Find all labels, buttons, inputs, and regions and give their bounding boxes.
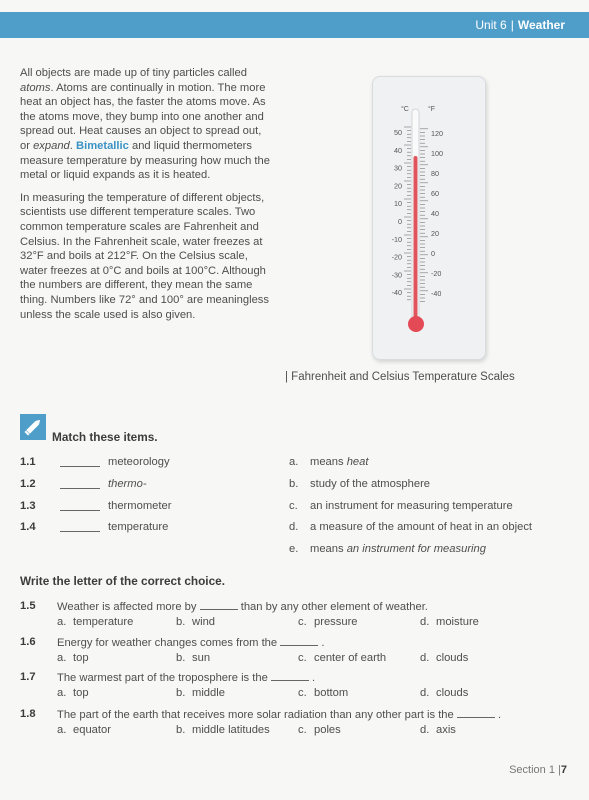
option-text: bottom <box>314 687 349 699</box>
celsius-label: -40 <box>391 288 402 298</box>
answer-blank[interactable] <box>60 478 100 489</box>
question-number: 1.5 <box>20 600 36 612</box>
choice-option <box>176 652 210 664</box>
match-section-title: Match these items. <box>52 430 158 444</box>
answer-blank[interactable] <box>60 500 100 511</box>
choice-option <box>298 687 348 699</box>
match-item-number: 1.2 <box>20 478 36 490</box>
question-stem: The part of the earth that receives more solar radiation than any other part is the <box>57 709 457 721</box>
question-stem: Weather is affected more by <box>57 601 200 613</box>
fahrenheit-label: -20 <box>431 269 442 278</box>
answer-blank[interactable] <box>60 521 100 532</box>
match-item-term: thermometer <box>108 500 172 512</box>
match-answer-option <box>289 543 486 555</box>
celsius-label: 0 <box>398 217 402 226</box>
celsius-label: 30 <box>394 163 402 173</box>
celsius-label: -30 <box>391 270 402 280</box>
fahrenheit-label: 60 <box>431 189 439 198</box>
option-text: poles <box>314 724 341 736</box>
match-item-term: temperature <box>108 521 169 533</box>
option-emphasis: an instrument for measuring <box>346 543 486 555</box>
option-letter: b. <box>289 478 299 490</box>
option-letter: b. <box>176 724 186 736</box>
question-stem: Energy for weather changes comes from the <box>57 637 281 649</box>
fahrenheit-label: 0 <box>431 249 435 258</box>
fahrenheit-label: 20 <box>431 229 439 238</box>
fahrenheit-unit: °F <box>428 106 436 113</box>
choice-option <box>420 687 468 699</box>
celsius-scale-labels <box>392 128 402 297</box>
fahrenheit-label: 100 <box>431 149 443 158</box>
match-answer-option <box>289 500 513 512</box>
unit-title: Weather <box>517 18 565 32</box>
page-footer <box>509 764 567 776</box>
option-text: middle <box>192 687 225 699</box>
celsius-unit: °C <box>401 106 409 113</box>
celsius-label: 20 <box>394 181 402 191</box>
match-item-number: 1.1 <box>20 456 36 468</box>
fahrenheit-label: 80 <box>431 169 439 178</box>
question-text <box>57 600 428 613</box>
option-text: an instrument for measuring temperature <box>310 500 513 512</box>
option-text: equator <box>73 724 111 736</box>
choice-option <box>298 724 341 736</box>
p1-text-1: All objects are made up of tiny particles called <box>20 67 247 79</box>
option-text: axis <box>436 724 456 736</box>
option-letter: e. <box>289 543 299 555</box>
option-letter: d. <box>420 652 430 664</box>
question-stem-end: . <box>308 672 316 684</box>
choice-section-title: Write the letter of the correct choice. <box>20 574 225 588</box>
match-item-term: thermo- <box>108 478 147 490</box>
choice-option <box>57 652 89 664</box>
thermometer-illustration <box>372 76 486 360</box>
option-letter: a. <box>57 687 67 699</box>
question-stem-end: than by any other element of weather. <box>237 601 428 613</box>
page-number: 7 <box>560 764 567 776</box>
choice-option <box>57 724 111 736</box>
option-text: study of the atmosphere <box>310 478 431 490</box>
option-letter: c. <box>298 652 307 664</box>
question-stem-end: . <box>318 637 325 649</box>
choice-option <box>176 724 270 736</box>
option-letter: a. <box>57 724 67 736</box>
option-text: clouds <box>436 687 469 699</box>
header-separator: | <box>510 18 514 32</box>
option-letter: d. <box>420 724 430 736</box>
thermometer-svg <box>373 77 485 359</box>
unit-number: Unit 6 <box>475 18 507 32</box>
option-text: means <box>310 456 347 468</box>
question-text <box>57 671 315 684</box>
intro-text <box>20 66 272 330</box>
option-text: moisture <box>436 616 479 628</box>
celsius-label: -20 <box>391 252 402 262</box>
option-text: means <box>310 543 347 555</box>
option-letter: c. <box>298 687 307 699</box>
option-letter: b. <box>176 652 186 664</box>
question-number: 1.8 <box>20 708 36 720</box>
option-letter: d. <box>420 687 430 699</box>
option-text: top <box>73 687 89 699</box>
choice-option <box>176 616 215 628</box>
option-text: top <box>73 652 89 664</box>
option-text: middle latitudes <box>192 724 270 736</box>
option-letter: b. <box>176 687 186 699</box>
celsius-label: 40 <box>394 145 402 155</box>
unit-header-bar <box>0 12 589 38</box>
celsius-label: -10 <box>391 234 402 244</box>
fahrenheit-label: -40 <box>431 289 442 298</box>
choice-option <box>57 616 133 628</box>
question-number: 1.7 <box>20 671 36 683</box>
p1-text-2: . Atoms are continually in motion. The more heat an object has, the faster the atoms move. As the atoms move, they bump into one another and spread out. Heat causes an object to spread out, or <box>20 81 266 152</box>
term-atoms: atoms <box>20 81 51 94</box>
answer-blank[interactable] <box>60 456 100 467</box>
footer-separator: | <box>558 764 561 776</box>
match-answer-option <box>289 456 368 468</box>
thermometer-bulb <box>408 316 424 332</box>
fahrenheit-scale-labels <box>431 129 443 298</box>
answer-blank[interactable] <box>200 600 238 610</box>
intro-paragraph-1 <box>20 66 272 183</box>
option-letter: d. <box>289 521 299 533</box>
option-text: clouds <box>436 652 469 664</box>
option-letter: a. <box>57 652 67 664</box>
fahrenheit-label: 40 <box>431 209 439 218</box>
option-text: temperature <box>73 616 134 628</box>
choice-option <box>57 687 89 699</box>
unit-header <box>475 18 565 32</box>
choice-option <box>420 724 456 736</box>
choice-option <box>420 616 479 628</box>
choice-option <box>298 652 386 664</box>
question-text <box>57 708 501 721</box>
option-text: sun <box>192 652 211 664</box>
option-letter: c. <box>298 616 307 628</box>
option-letter: c. <box>289 500 298 512</box>
option-letter: d. <box>420 616 430 628</box>
choice-option <box>298 616 358 628</box>
option-letter: a. <box>57 616 67 628</box>
fahrenheit-label: 120 <box>431 129 443 138</box>
question-text <box>57 636 324 649</box>
option-text: pressure <box>314 616 358 628</box>
term-expand: expand <box>33 139 70 152</box>
question-stem: The warmest part of the troposphere is the <box>57 672 271 684</box>
match-item-number: 1.3 <box>20 500 36 512</box>
question-number: 1.6 <box>20 636 36 648</box>
choice-option <box>420 652 468 664</box>
answer-blank[interactable] <box>457 708 495 718</box>
match-answer-option <box>289 521 532 533</box>
option-letter: c. <box>298 724 307 736</box>
celsius-label: 10 <box>394 199 402 209</box>
answer-blank[interactable] <box>280 636 318 646</box>
answer-blank[interactable] <box>271 671 309 681</box>
celsius-label: 50 <box>394 128 402 137</box>
footer-section: Section 1 <box>509 764 555 776</box>
figure-caption: | Fahrenheit and Celsius Temperature Scales <box>285 371 515 383</box>
option-text: wind <box>192 616 216 628</box>
thermometer-liquid <box>414 156 418 324</box>
question-stem-end: . <box>494 709 502 721</box>
choice-option <box>176 687 225 699</box>
p1-text-3: . <box>69 139 76 152</box>
intro-paragraph-2: In measuring the temperature of different objects, scientists use different temperature scales. Two common temperature scales are Fahrenheit and Celsius. In the Fahrenheit scale, water freezes at 32°F and boils at 212°F. On the Celsius scale, water freezes at 0°C and boils at 100°C. Although the numbers are different, they mean the same thing. Numbers like 72° and 100° are meaningless unless the scale used is also given. <box>20 191 269 321</box>
match-item-term: meteorology <box>108 456 170 468</box>
pencil-icon <box>20 414 46 440</box>
match-answer-option <box>289 478 430 490</box>
option-text: a measure of the amount of heat in an object <box>310 521 533 533</box>
match-item-number: 1.4 <box>20 521 36 533</box>
p1-text-4: and liquid thermometers measure temperature by measuring how much the metal or liquid expands as it is heated. <box>20 139 270 182</box>
option-text: center of earth <box>314 652 387 664</box>
option-letter: b. <box>176 616 186 628</box>
option-letter: a. <box>289 456 299 468</box>
term-bimetallic: Bimetallic <box>76 139 129 152</box>
option-emphasis: heat <box>346 456 369 468</box>
